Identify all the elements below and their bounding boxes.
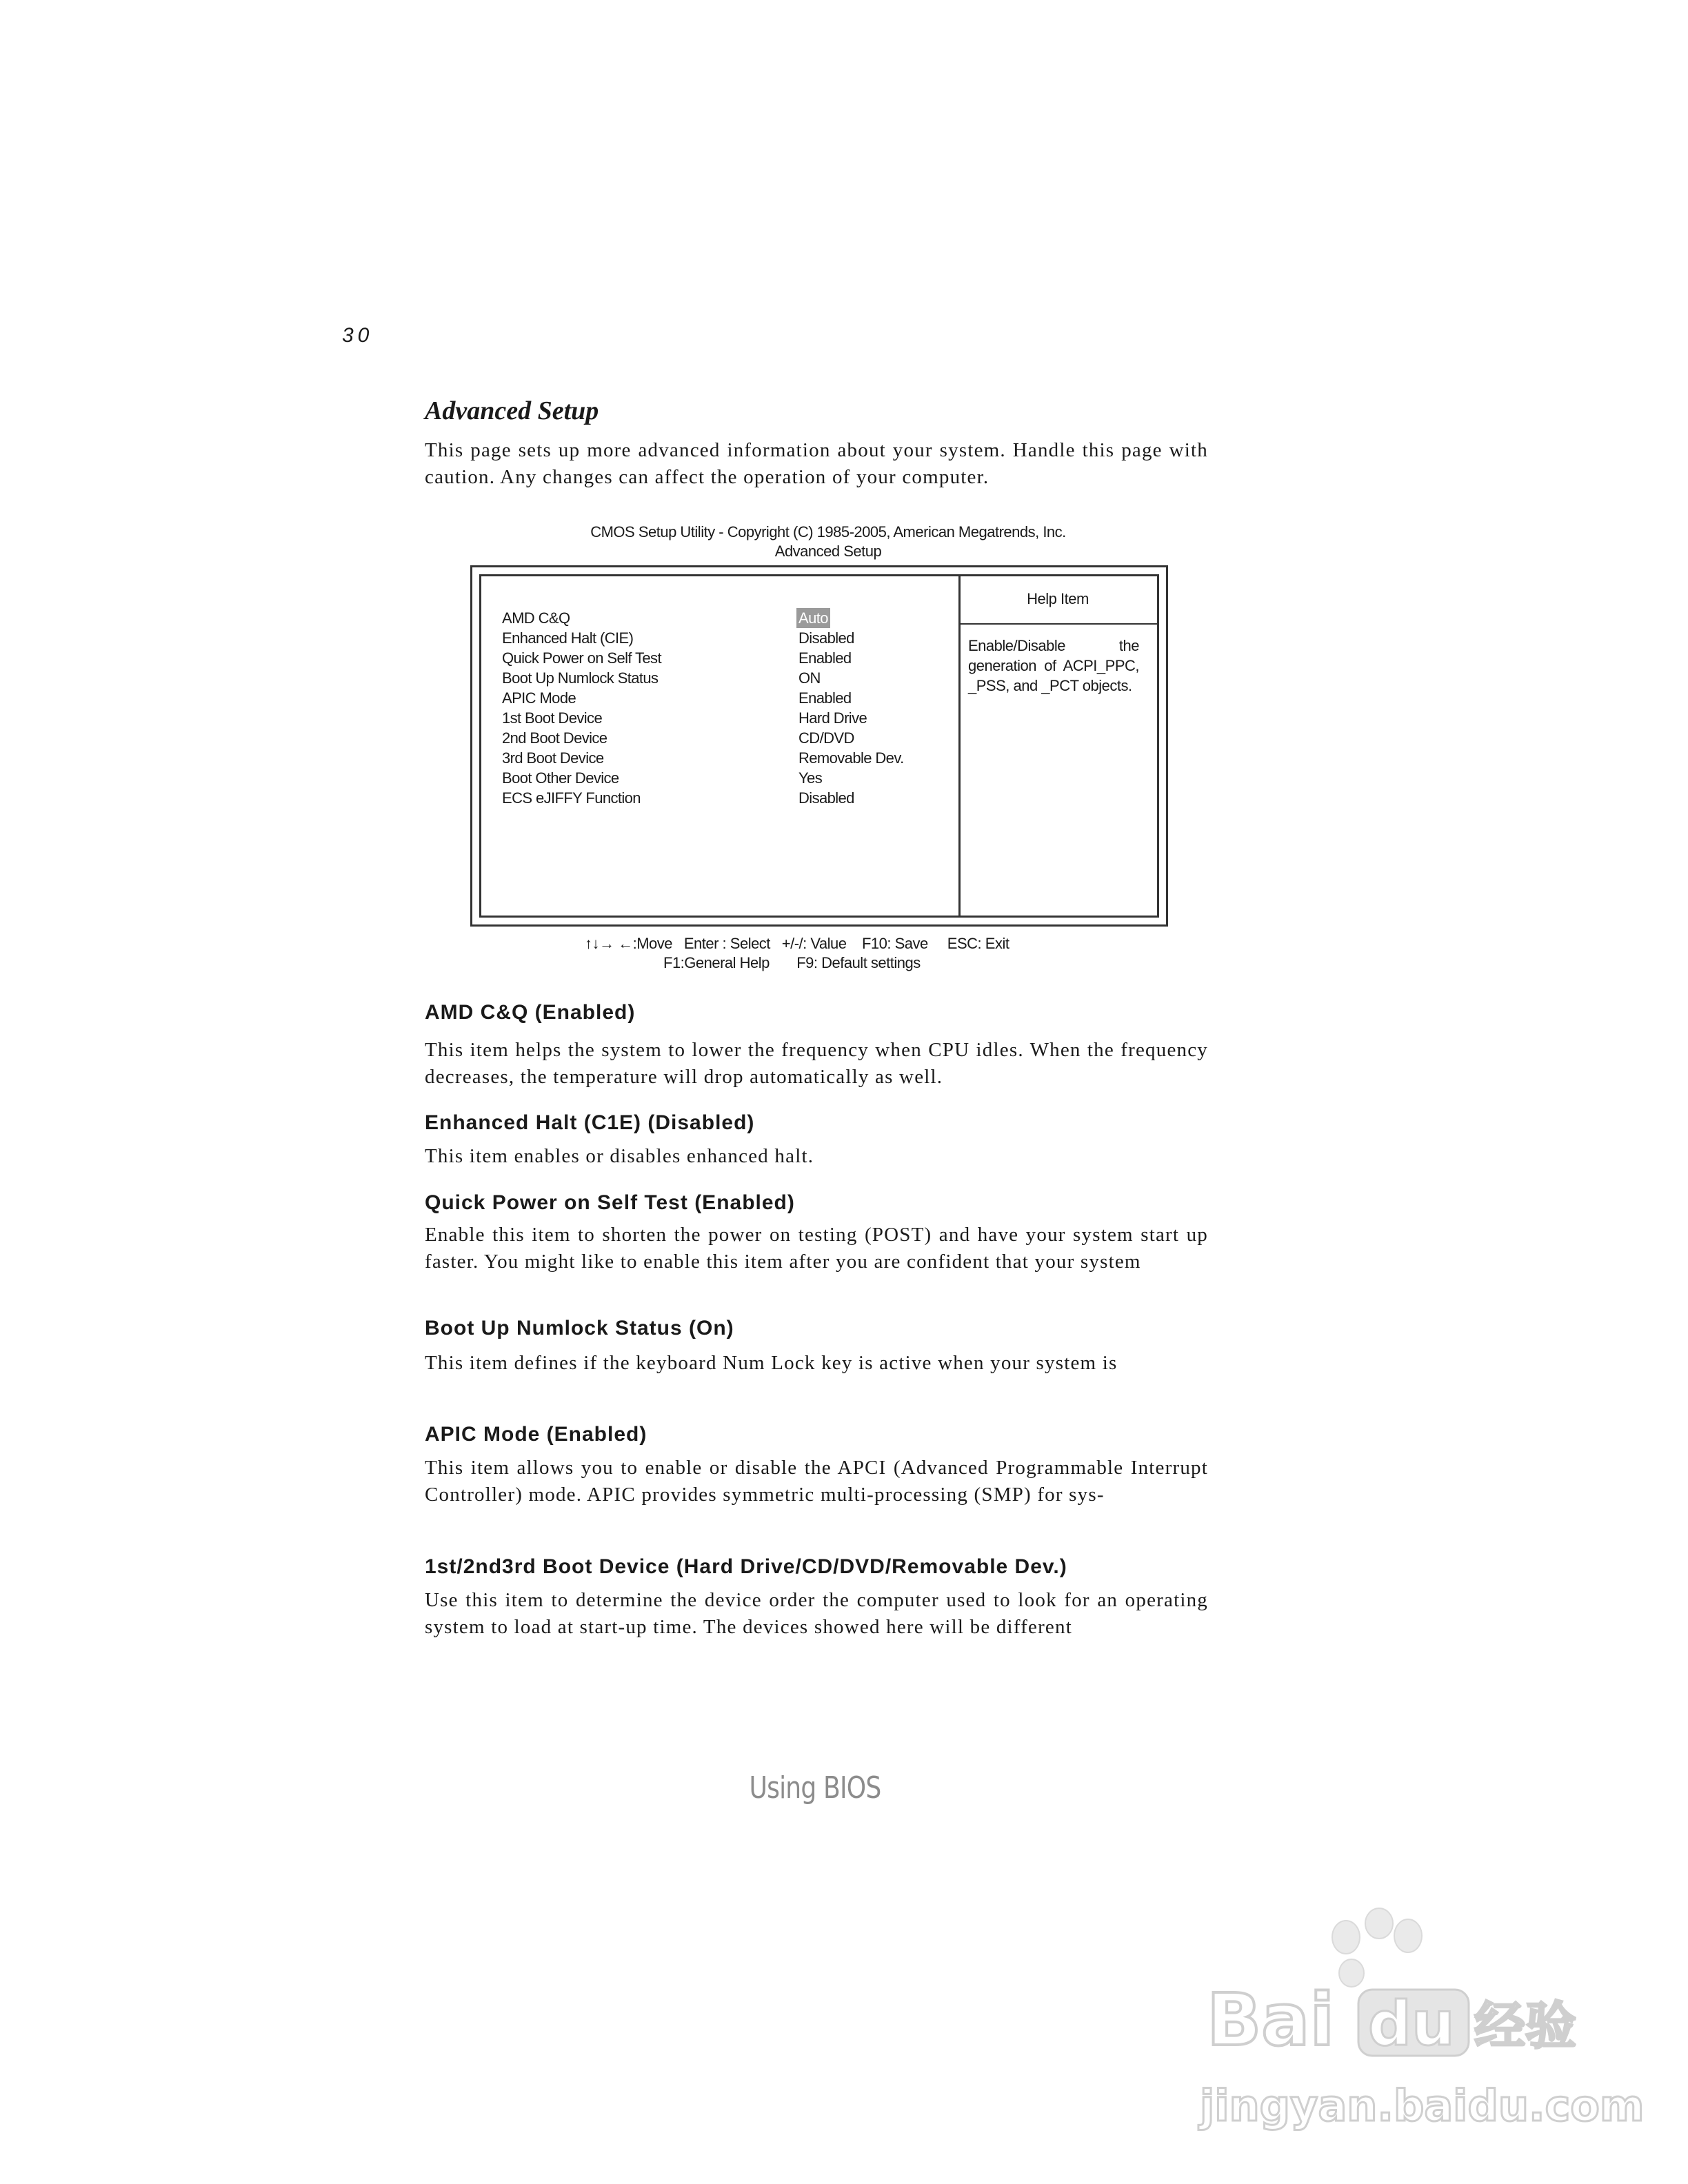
bios-setting-value-selected[interactable]: Auto [796, 608, 830, 628]
body-numlock: This item defines if the keyboard Num Lock key is active when your system is [425, 1352, 1118, 1374]
bios-setting-row[interactable] [502, 648, 943, 668]
bios-setting-row[interactable] [502, 628, 943, 648]
heading-amd-cq: AMD C&Q (Enabled) [425, 1001, 636, 1024]
bios-setting-value[interactable]: Hard Drive [798, 709, 867, 727]
heading-apic-mode: APIC Mode (Enabled) [425, 1423, 647, 1446]
body-enhanced-halt: This item enables or disables enhanced halt. [425, 1145, 814, 1167]
bios-setting-label: Boot Other Device [502, 769, 619, 787]
help-item-text: Enable/Disable the generation of ACPI_PPC, _PSS, and _PCT objects. [968, 637, 1139, 694]
bios-setting-label: 2nd Boot Device [502, 729, 607, 747]
bios-caption-copyright: CMOS Setup Utility - Copyright (C) 1985-2005, American Megatrends, Inc. [590, 523, 1066, 540]
body-amd-cq: This item helps the system to lower the frequency when CPU idles. When the frequency decreases, the temperature will drop automatically as well. [425, 1039, 1208, 1088]
bios-setting-row[interactable] [502, 728, 943, 748]
body-boot-device: Use this item to determine the device order the computer used to look for an operating system to load at start-up time. The devices showed here will be different [425, 1589, 1208, 1638]
help-item-title: Help Item [1027, 590, 1089, 607]
bios-key-legend-line2: F1:General Help F9: Default settings [663, 954, 921, 971]
bios-setting-value[interactable]: ON [798, 669, 821, 687]
chapter-footer-title: Using BIOS [749, 1770, 881, 1806]
bios-setting-label: AMD C&Q [502, 609, 570, 627]
bios-setting-label: Enhanced Halt (CIE) [502, 629, 634, 647]
heading-boot-device: 1st/2nd3rd Boot Device (Hard Drive/CD/DVD/Removable Dev.) [425, 1555, 1067, 1578]
bios-setting-label: 1st Boot Device [502, 709, 603, 727]
bios-key-legend-line1: ↑↓→ ←:Move Enter : Select +/-/: Value F10: Save ESC: Exit [585, 935, 1009, 952]
page-number: 30 [342, 324, 374, 347]
bios-setting-label: Quick Power on Self Test [502, 649, 661, 667]
bios-setting-value[interactable]: Disabled [798, 629, 854, 647]
bios-setting-value[interactable]: Enabled [798, 689, 852, 707]
baidu-watermark-logo [1186, 1910, 1645, 2137]
heading-enhanced-halt: Enhanced Halt (C1E) (Disabled) [425, 1111, 755, 1134]
bios-setting-row[interactable] [502, 708, 943, 728]
bios-setting-label: Boot Up Numlock Status [502, 669, 659, 687]
bios-setting-label: APIC Mode [502, 689, 576, 707]
bios-caption-title: Advanced Setup [774, 543, 882, 560]
bios-setting-value[interactable]: Yes [798, 769, 823, 787]
bios-setting-label: 3rd Boot Device [502, 749, 604, 767]
bios-setting-row[interactable] [502, 608, 943, 628]
bios-panel-divider [958, 576, 961, 916]
help-header-divider [958, 623, 1157, 625]
watermark-brand-du: du [1368, 1988, 1455, 2059]
bios-screen [470, 565, 1168, 927]
bios-setting-row[interactable] [502, 788, 943, 808]
intro-paragraph: This page sets up more advanced information about your system. Handle this page with caution. Any changes can affect the operation of your computer. [425, 439, 1208, 488]
watermark-brand-cn: 经验 [1474, 1996, 1576, 2056]
bios-setting-value[interactable]: CD/DVD [798, 729, 854, 747]
heading-numlock: Boot Up Numlock Status (On) [425, 1317, 734, 1339]
bios-setting-row[interactable] [502, 688, 943, 708]
body-apic-mode: This item allows you to enable or disable the APCI (Advanced Programmable Interrupt Controller) mode. APIC provides symmetric multi-processing (SMP) for sys- [425, 1457, 1208, 1506]
bios-setting-row[interactable] [502, 768, 943, 788]
heading-quick-power: Quick Power on Self Test (Enabled) [425, 1191, 795, 1214]
bios-setting-value[interactable]: Disabled [798, 789, 854, 807]
bios-setting-row[interactable] [502, 668, 943, 688]
watermark-brand-latin: Bai [1207, 1978, 1335, 2062]
section-title: Advanced Setup [425, 396, 599, 425]
watermark-site-url: jingyan.baidu.com [1200, 2081, 1645, 2131]
bios-settings-list [502, 608, 943, 808]
bios-setting-label: ECS eJIFFY Function [502, 789, 641, 807]
body-quick-power: Enable this item to shorten the power on testing (POST) and have your system start up faster. You might like to enable this item after you are confident that your system [425, 1224, 1208, 1273]
bios-setting-value[interactable]: Enabled [798, 649, 852, 667]
bios-setting-row[interactable] [502, 748, 943, 768]
bios-screen-inner [479, 574, 1159, 918]
bios-setting-value[interactable]: Removable Dev. [798, 749, 904, 767]
